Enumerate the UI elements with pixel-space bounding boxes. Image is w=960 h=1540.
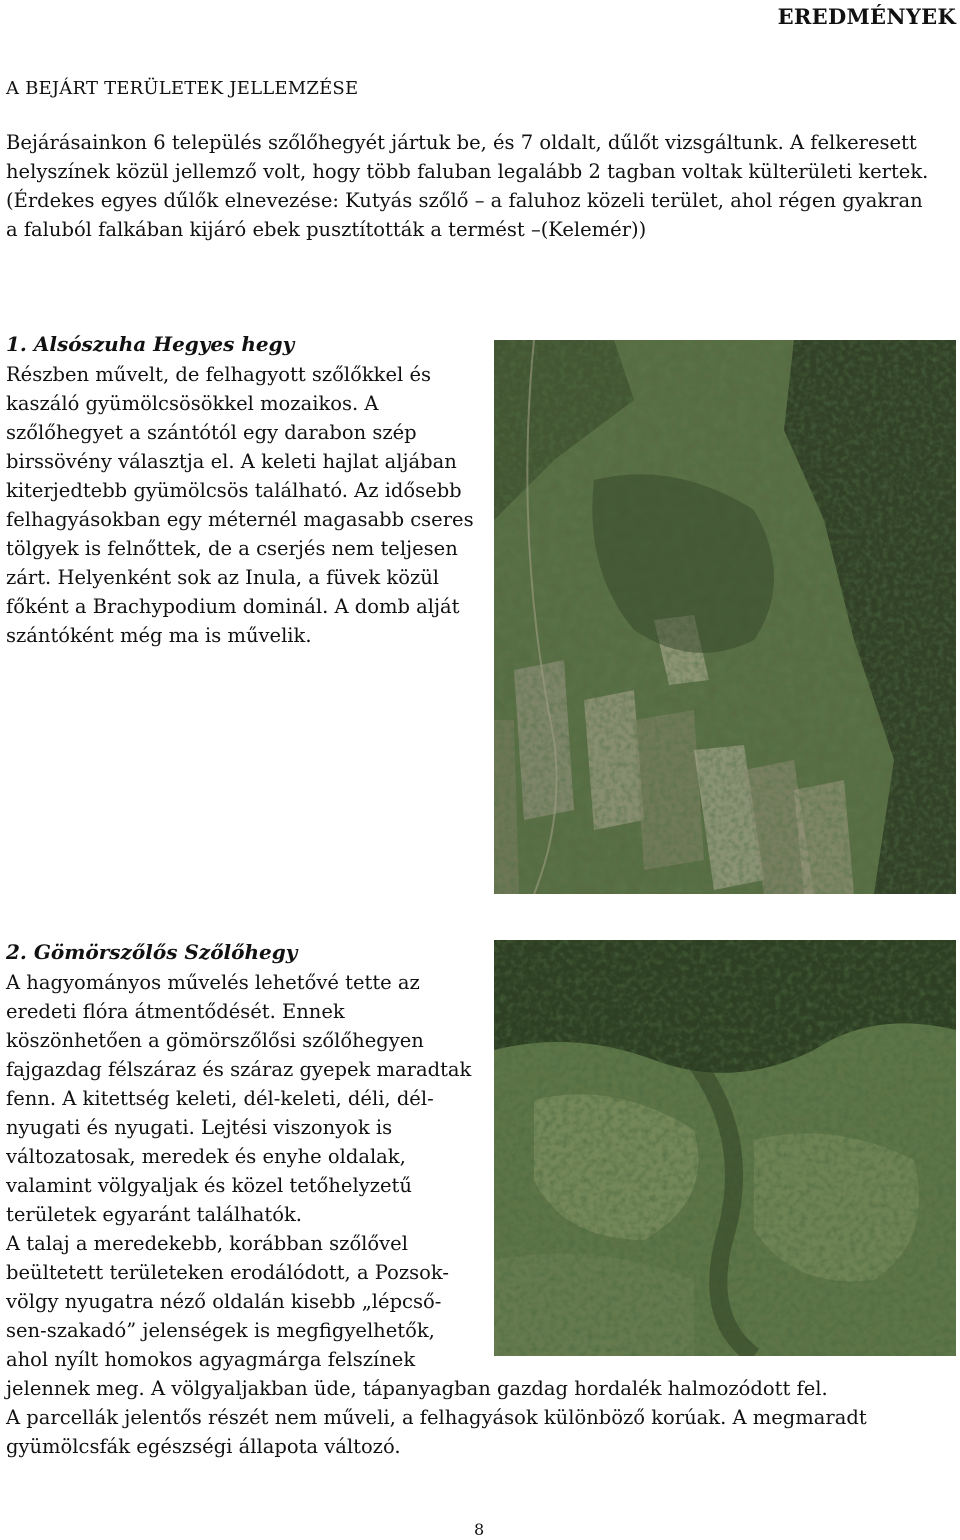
page-header-title: EREDMÉNYEK <box>777 4 956 29</box>
section2-line: területek egyaránt találhatók. <box>6 1203 302 1226</box>
section2-line: köszönhetően a gömörszőlősi szőlőhegyen <box>6 1029 424 1052</box>
section2-line: A talaj a meredekebb, korábban szőlővel <box>6 1232 408 1255</box>
section1-body <box>6 360 476 650</box>
section2-title: 2. Gömörszőlős Szőlőhegy <box>6 940 298 964</box>
section-label: A BEJÁRT TERÜLETEK JELLEMZÉSE <box>6 78 359 99</box>
section2-final-paragraph <box>6 1403 954 1461</box>
section1-line: zárt. Helyenként sok az Inula, a füvek közül <box>6 566 440 589</box>
section1-line: főként a Brachypodium dominál. A domb alját <box>6 595 460 618</box>
section1-line: birssövény választja el. A keleti hajlat aljában <box>6 450 457 473</box>
section2-line: ahol nyílt homokos agyagmárga felszínek <box>6 1348 416 1371</box>
section1-line: kaszáló gyümölcsösökkel mozaikos. A <box>6 392 379 415</box>
section2-body <box>6 968 476 1374</box>
section1-title: 1. Alsószuha Hegyes hegy <box>6 332 295 356</box>
page-number: 8 <box>474 1520 485 1539</box>
section2-continuation <box>6 1374 954 1403</box>
section2-line: völgy nyugatra néző oldalán kisebb „lépcső- <box>6 1290 442 1313</box>
section2-line: beültetett területeken erodálódott, a Pozsok- <box>6 1261 449 1284</box>
section1-line: szántóként még ma is művelik. <box>6 624 312 647</box>
section1-line: szőlőhegyet a szántótól egy darabon szép <box>6 421 417 444</box>
intro-line: Bejárásainkon 6 település szőlőhegyét jártuk be, és 7 oldalt, dűlőt vizsgáltunk. A felkeresett <box>6 131 917 154</box>
section2-line: valamint völgyaljak és közel tetőhelyzetű <box>6 1174 412 1197</box>
section2-full-line: gyümölcsfák egészségi állapota változó. <box>6 1435 401 1458</box>
section1-line: Részben művelt, de felhagyott szőlőkkel és <box>6 363 432 386</box>
section2-line: változatosak, meredek és enyhe oldalak, <box>6 1145 406 1168</box>
aerial-photo-gomorszolos <box>494 940 956 1356</box>
section1-line: kiterjedtebb gyümölcsös található. Az idősebb <box>6 479 462 502</box>
section2-line: fajgazdag félszáraz és száraz gyepek maradtak <box>6 1058 472 1081</box>
section2-full-line: jelennek meg. A völgyaljakban üde, tápanyagban gazdag hordalék halmozódott fel. <box>6 1377 828 1400</box>
section2-line: nyugati és nyugati. Lejtési viszonyok is <box>6 1116 393 1139</box>
section2-line: sen-szakadó” jelenségek is megfigyelhetők, <box>6 1319 435 1342</box>
section2-line: eredeti flóra átmentődését. Ennek <box>6 1000 345 1023</box>
intro-line: (Érdekes egyes dűlők elnevezése: Kutyás szőlő – a faluhoz közeli terület, ahol régen gyakran <box>6 189 923 212</box>
intro-line: helyszínek közül jellemző volt, hogy több faluban legalább 2 tagban voltak külterületi kertek. <box>6 160 929 183</box>
intro-paragraph <box>6 128 954 244</box>
section1-line: tölgyek is felnőttek, de a cserjés nem teljesen <box>6 537 458 560</box>
section2-full-line: A parcellák jelentős részét nem műveli, a felhagyások különböző korúak. A megmaradt <box>6 1406 867 1429</box>
section1-line: felhagyásokban egy méternél magasabb cseres <box>6 508 474 531</box>
section2-line: fenn. A kitettség keleti, dél-keleti, déli, dél- <box>6 1087 434 1110</box>
intro-line: a faluból falkában kijáró ebek pusztították a termést –(Kelemér)) <box>6 218 647 241</box>
aerial-photo-alsoszuha <box>494 340 956 894</box>
section2-line: A hagyományos művelés lehetővé tette az <box>6 971 420 994</box>
